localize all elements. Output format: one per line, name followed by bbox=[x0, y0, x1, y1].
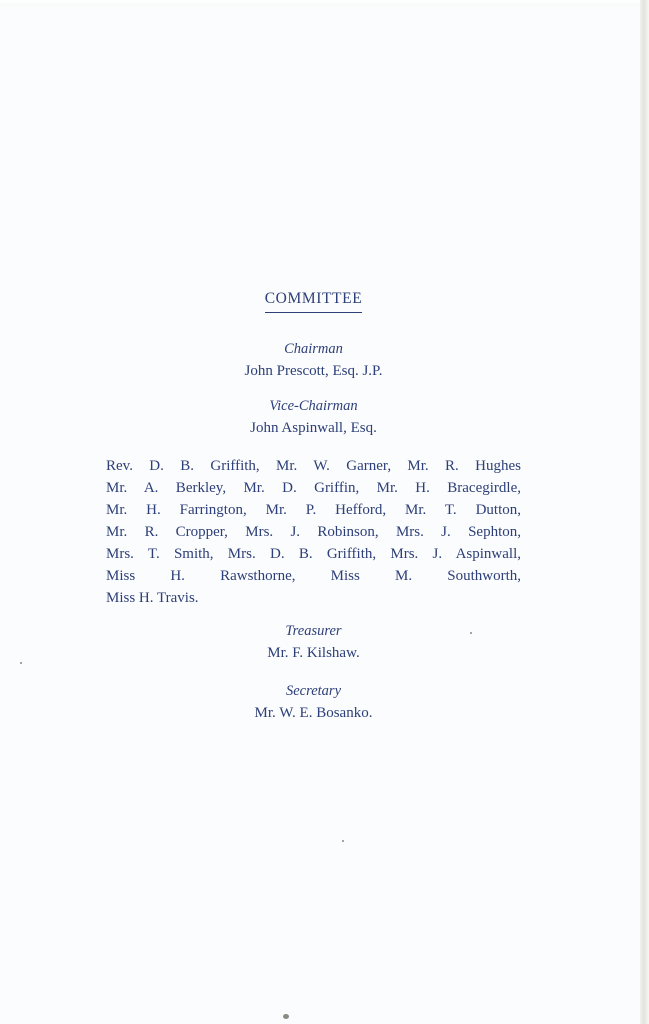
chairman-role: Chairman bbox=[284, 341, 343, 357]
members-line: Mrs. T. Smith, Mrs. D. B. Griffith, Mrs. J. Aspinwall, bbox=[106, 546, 521, 562]
paper-speck bbox=[342, 840, 344, 842]
page-top-edge bbox=[0, 0, 649, 6]
members-line: Mr. A. Berkley, Mr. D. Griffin, Mr. H. Bracegirdle, bbox=[106, 480, 521, 496]
chairman-name: John Prescott, Esq. J.P. bbox=[244, 363, 383, 379]
members-line: Miss H. Rawsthorne, Miss M. Southworth, bbox=[106, 568, 521, 584]
secretary-role: Secretary bbox=[285, 683, 342, 699]
committee-heading-text: COMMITTEE bbox=[265, 290, 363, 313]
paper-speck bbox=[20, 662, 22, 664]
paper-speck bbox=[470, 632, 472, 634]
committee-heading bbox=[106, 290, 521, 313]
members-line: Mr. R. Cropper, Mrs. J. Robinson, Mrs. J. Sephton, bbox=[106, 524, 521, 540]
paper-speck bbox=[283, 1014, 289, 1019]
treasurer-name: Mr. F. Kilshaw. bbox=[267, 645, 360, 661]
members-line: Mr. H. Farrington, Mr. P. Hefford, Mr. T. Dutton, bbox=[106, 502, 521, 518]
secretary-name: Mr. W. E. Bosanko. bbox=[254, 705, 373, 721]
members-line: Rev. D. B. Griffith, Mr. W. Garner, Mr. R. Hughes bbox=[106, 458, 521, 474]
members-line: Miss H. Travis. bbox=[106, 590, 199, 606]
page-right-edge bbox=[640, 0, 649, 1024]
vice-chairman-role: Vice-Chairman bbox=[269, 398, 358, 414]
vice-chairman-name: John Aspinwall, Esq. bbox=[250, 420, 377, 436]
treasurer-role: Treasurer bbox=[285, 623, 342, 639]
committee-members-list bbox=[106, 455, 521, 609]
